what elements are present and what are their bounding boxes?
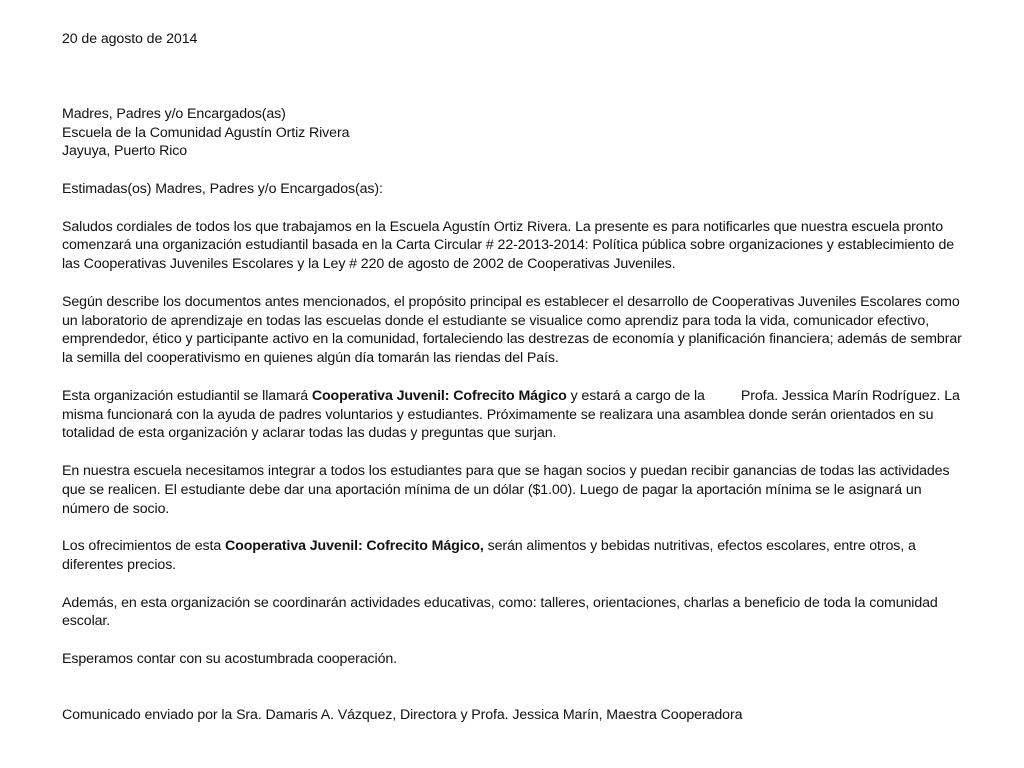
paragraph-offerings: [62, 537, 968, 575]
recipient-line-2: Escuela de la Comunidad Agustín Ortiz Rivera: [62, 124, 350, 141]
paragraph-closing: Esperamos contar con su acostumbrada cooperación.: [62, 650, 397, 667]
recipient-block: [62, 105, 968, 161]
paragraph-organization: [62, 387, 968, 443]
offerings-text-before: Los ofrecimientos de esta: [62, 538, 226, 555]
organization-text-before: Esta organización estudiantil se llamará: [62, 387, 312, 404]
greeting: Estimadas(os) Madres, Padres y/o Encargados(as):: [62, 180, 383, 197]
cooperative-name: Cooperativa Juvenil: Cofrecito Mágico: [311, 387, 567, 404]
signature-line: Comunicado enviado por la Sra. Damaris A. Vázquez, Directora y Profa. Jessica Marín, Maestra Cooperadora: [62, 707, 743, 724]
letter-date: 20 de agosto de 2014: [62, 31, 198, 47]
paragraph-activities: Además, en esta organización se coordinarán actividades educativas, como: talleres, orientaciones, charlas a beneficio de toda la comunidad escolar.: [62, 594, 938, 630]
recipient-line-3: Jayuya, Puerto Rico: [62, 143, 188, 160]
letter-document: [62, 30, 968, 725]
cooperative-name-offerings: Cooperativa Juvenil: Cofrecito Mágico,: [225, 538, 484, 555]
offerings-text-after: serán alimentos y bebidas nutritivas, efectos escolares, entre otros, a diferentes precios.: [62, 538, 916, 573]
paragraph-intro: Saludos cordiales de todos los que trabajamos en la Escuela Agustín Ortiz Rivera. La presente es para notificarles que nuestra escuela pronto comenzará una organización estudiantil basada en la Carta Circular # 22-2013-2014: Política pública sobre organizaciones y establecimiento de las Cooperativas Juveniles Escolares y la Ley # 220 de agosto de 2002 de Cooperativas Juveniles.: [62, 218, 955, 273]
organization-teacher-text: Profa. Jessica Marín Rodríguez. La misma funcionará con la ayuda de padres voluntarios y estudiantes. Próximamente se realizara una asamblea donde serán orientados en su totalidad de esta organización y aclarar todas las dudas y preguntas que surjan.: [62, 387, 960, 442]
paragraph-membership: En nuestra escuela necesitamos integrar a todos los estudiantes para que se hagan socios y puedan recibir ganancias de todas las actividades que se realicen. El estudiante debe dar una aportación mínima de un dólar ($1.00). Luego de pagar la aportación mínima se le asignará un número de socio.: [62, 462, 950, 517]
organization-text-after: y estará a cargo de la: [566, 387, 705, 404]
paragraph-purpose: Según describe los documentos antes mencionados, el propósito principal es establecer el desarrollo de Cooperativas Juveniles Escolares como un laboratorio de aprendizaje en todas las escuelas donde el estudiante se visualice como aprendiz para toda la vida, comunicador efectivo, emprendedor, ético y participante activo en la comunidad, fortaleciendo las destrezas de economía y planificación financiera; además de sembrar la semilla del cooperativismo en quienes algún día tomarán las riendas del País.: [62, 293, 962, 367]
recipient-line-1: Madres, Padres y/o Encargados(as): [62, 105, 286, 122]
